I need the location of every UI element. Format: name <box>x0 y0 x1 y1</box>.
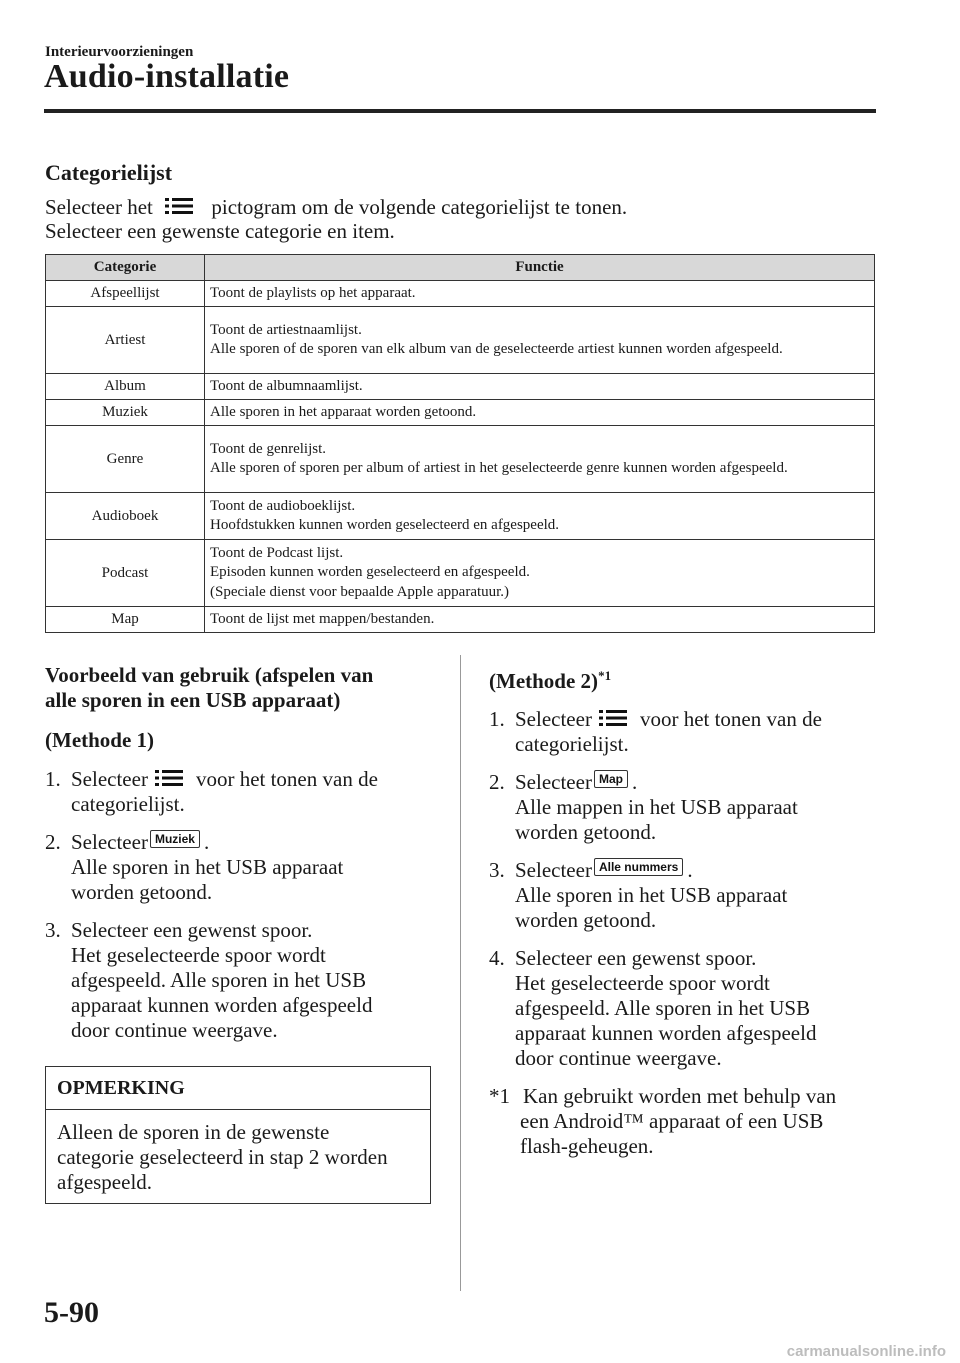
intro-line-1 <box>45 195 627 220</box>
intro-line-2: Selecteer een gewenste categorie en item. <box>45 219 395 243</box>
method2-step-1 <box>489 707 889 757</box>
method2-step-3 <box>489 858 889 933</box>
page-number: 5-90 <box>44 1296 99 1329</box>
step-text: Selecteer <box>515 858 592 882</box>
table-row <box>46 374 875 400</box>
step-text: worden getoond. <box>515 908 657 932</box>
step-text: worden getoond. <box>515 820 657 844</box>
method2-step-2 <box>489 770 889 845</box>
note-title: OPMERKING <box>46 1067 430 1110</box>
title-rule <box>44 109 876 113</box>
step-text: voor het tonen van de <box>639 707 822 731</box>
category-cell: Podcast <box>46 540 205 607</box>
function-line: Hoofdstukken kunnen worden geselecteerd en afgespeeld. <box>210 517 560 533</box>
step-text: afgespeeld. Alle sporen in het USB <box>515 996 811 1020</box>
table-row <box>46 607 875 633</box>
function-cell <box>205 540 875 607</box>
method2-heading <box>489 663 889 694</box>
map-button-image: Map <box>594 770 628 788</box>
function-line: Alle sporen of sporen per album of artiest in het geselecteerde genre kunnen worden afgespeeld. <box>210 460 788 476</box>
step-text: afgespeeld. Alle sporen in het USB <box>71 968 367 992</box>
function-cell <box>205 426 875 493</box>
right-column <box>489 663 889 1159</box>
footnote-text: Kan gebruikt worden met behulp van <box>523 1084 837 1108</box>
function-line: Toont de albumnaamlijst. <box>210 377 363 394</box>
function-cell <box>205 493 875 540</box>
list-icon <box>154 768 190 788</box>
function-line: Toont de lijst met mappen/bestanden. <box>210 610 435 627</box>
list-icon <box>598 708 634 728</box>
function-line: Alle sporen of de sporen van elk album van de geselecteerde artiest kunnen worden afgespeeld. <box>210 341 783 357</box>
note-text: afgespeeld. <box>57 1170 153 1194</box>
function-line: Toont de genrelijst. <box>210 440 327 457</box>
step-text: Alle sporen in het USB apparaat <box>515 883 788 907</box>
watermark: carmanualsonline.info <box>786 1343 946 1360</box>
step-text: Het geselecteerde spoor wordt <box>515 971 770 995</box>
method1-step-2 <box>45 830 445 905</box>
category-cell: Map <box>46 607 205 633</box>
page-title: Audio-installatie <box>44 58 290 95</box>
note-text: Alleen de sporen in de gewenste <box>57 1120 330 1144</box>
category-cell: Afspeellijst <box>46 281 205 307</box>
step-text: door continue weergave. <box>71 1018 278 1042</box>
footnote-mark: *1 <box>489 1084 510 1108</box>
step-text: apparaat kunnen worden afgespeeld <box>71 993 373 1017</box>
function-line: Toont de playlists op het apparaat. <box>210 284 416 301</box>
footnote <box>489 1084 889 1159</box>
method1-heading: (Methode 1) <box>45 728 155 752</box>
step-text: Selecteer <box>515 770 592 794</box>
table-row <box>46 426 875 493</box>
step-number: 3. <box>45 918 61 942</box>
step-number: 3. <box>489 858 505 882</box>
category-cell: Artiest <box>46 307 205 374</box>
step-text: Alle sporen in het USB apparaat <box>71 855 344 879</box>
step-text: . <box>203 830 210 854</box>
method1-step-1 <box>45 767 445 817</box>
function-cell <box>205 281 875 307</box>
table-row <box>46 493 875 540</box>
step-text: . <box>687 858 693 882</box>
step-text: Selecteer <box>71 830 148 854</box>
intro-text: Selecteer het <box>45 195 153 219</box>
note-box <box>45 1066 431 1204</box>
category-list-heading: Categorielijst <box>45 160 173 185</box>
footnote-text: een Android™ apparaat of een USB <box>520 1109 824 1133</box>
method1-step-3 <box>45 918 445 1043</box>
step-text: categorielijst. <box>515 732 629 756</box>
step-text: categorielijst. <box>71 792 185 816</box>
function-line: Episoden kunnen worden geselecteerd en afgespeeld. <box>210 564 530 581</box>
section-label: Interieurvoorzieningen <box>45 44 194 60</box>
step-number: 2. <box>45 830 61 854</box>
note-body <box>46 1110 430 1195</box>
function-cell <box>205 607 875 633</box>
footnote-ref: *1 <box>598 668 612 683</box>
step-text: worden getoond. <box>71 880 213 904</box>
category-cell: Album <box>46 374 205 400</box>
step-text: Selecteer <box>71 767 148 791</box>
function-line: Toont de artiestnaamlijst. <box>210 321 362 338</box>
example-heading-line-1: Voorbeeld van gebruik (afspelen van <box>45 663 374 687</box>
header-categorie: Categorie <box>46 255 205 281</box>
step-text: Selecteer een gewenst spoor. <box>515 946 757 970</box>
function-cell <box>205 307 875 374</box>
function-cell <box>205 400 875 426</box>
note-text: categorie geselecteerd in stap 2 worden <box>57 1145 388 1169</box>
table-row <box>46 540 875 607</box>
category-table <box>45 254 875 633</box>
footnote-text: flash-geheugen. <box>520 1134 654 1158</box>
step-text: Het geselecteerde spoor wordt <box>71 943 326 967</box>
method2-step-4 <box>489 946 889 1071</box>
muziek-button-image: Muziek <box>150 830 200 848</box>
method2-heading-text: (Methode 2) <box>489 669 599 693</box>
step-text: door continue weergave. <box>515 1046 722 1070</box>
step-text: voor het tonen van de <box>195 767 378 791</box>
category-cell: Audioboek <box>46 493 205 540</box>
category-cell: Genre <box>46 426 205 493</box>
left-column <box>45 663 445 1043</box>
step-number: 4. <box>489 946 505 970</box>
table-header-row <box>46 255 875 281</box>
function-line: Alle sporen in het apparaat worden getoond. <box>210 403 477 420</box>
table-row <box>46 400 875 426</box>
function-cell <box>205 374 875 400</box>
table-row <box>46 307 875 374</box>
step-number: 2. <box>489 770 505 794</box>
column-divider <box>460 655 461 1291</box>
table-row <box>46 281 875 307</box>
category-cell: Muziek <box>46 400 205 426</box>
function-line: Toont de Podcast lijst. <box>210 544 344 561</box>
step-text: Alle mappen in het USB apparaat <box>515 795 798 819</box>
step-text: Selecteer <box>515 707 592 731</box>
step-text: Selecteer een gewenst spoor. <box>71 918 313 942</box>
step-text: . <box>631 770 638 794</box>
function-line: Toont de audioboeklijst. <box>210 497 356 514</box>
list-icon <box>164 196 200 216</box>
function-line: (Speciale dienst voor bepaalde Apple apparatuur.) <box>210 583 510 600</box>
step-number: 1. <box>45 767 61 791</box>
example-heading-line-2: alle sporen in een USB apparaat) <box>45 688 341 712</box>
intro-text: pictogram om de volgende categorielijst te tonen. <box>211 195 628 219</box>
step-number: 1. <box>489 707 505 731</box>
alle-nummers-button-image: Alle nummers <box>594 858 683 876</box>
step-text: apparaat kunnen worden afgespeeld <box>515 1021 817 1045</box>
header-functie: Functie <box>205 255 875 281</box>
